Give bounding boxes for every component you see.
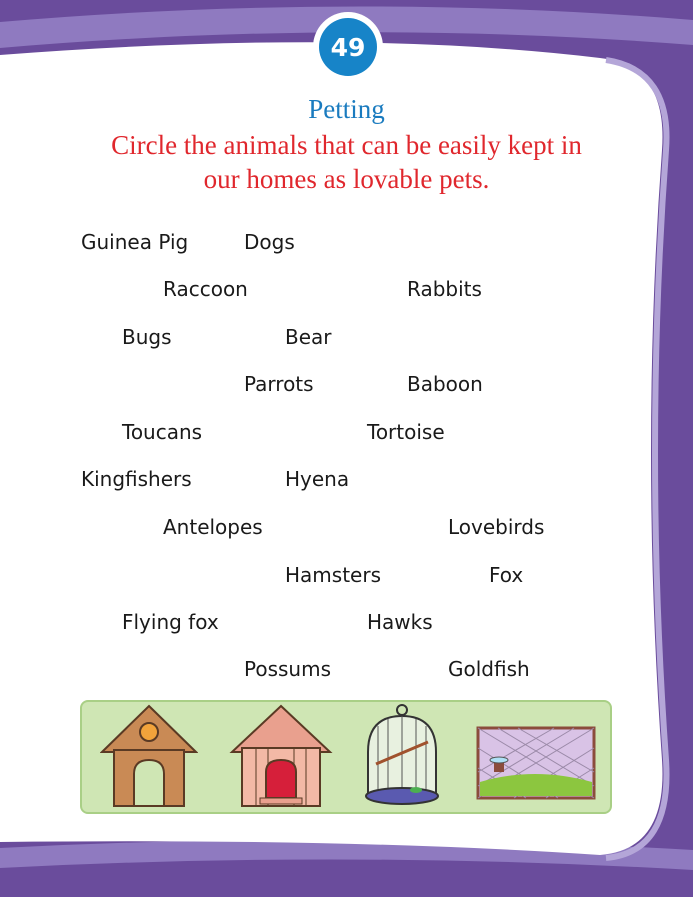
animal-word-goldfish[interactable]: Goldfish	[448, 657, 530, 681]
pet-homes-panel	[80, 700, 612, 814]
hamster-cage-icon	[474, 702, 600, 812]
animal-word-hamsters[interactable]: Hamsters	[285, 563, 381, 587]
animal-word-raccoon[interactable]: Raccoon	[163, 277, 248, 301]
birdcage-icon	[362, 702, 442, 812]
doghouse-icon	[228, 702, 334, 812]
page-number: 49	[319, 18, 377, 76]
instruction-line: our homes as lovable pets.	[203, 164, 490, 194]
instruction-text	[60, 128, 633, 196]
animal-word-flying-fox[interactable]: Flying fox	[122, 610, 219, 634]
animal-word-antelopes[interactable]: Antelopes	[163, 515, 263, 539]
animal-word-kingfishers[interactable]: Kingfishers	[81, 467, 192, 491]
animal-word-dogs[interactable]: Dogs	[244, 230, 295, 254]
animal-word-hyena[interactable]: Hyena	[285, 467, 350, 491]
animal-word-fox[interactable]: Fox	[489, 563, 524, 587]
instruction-line: Circle the animals that can be easily kept in	[111, 130, 582, 160]
animal-word-bugs[interactable]: Bugs	[122, 325, 172, 349]
animal-word-guinea-pig[interactable]: Guinea Pig	[81, 230, 189, 254]
animal-word-hawks[interactable]: Hawks	[367, 610, 433, 634]
kennel-icon	[100, 702, 198, 812]
animal-word-bear[interactable]: Bear	[285, 325, 332, 349]
animal-word-rabbits[interactable]: Rabbits	[407, 277, 482, 301]
animal-word-toucans[interactable]: Toucans	[122, 420, 203, 444]
animal-word-lovebirds[interactable]: Lovebirds	[448, 515, 545, 539]
page-title: Petting	[308, 94, 385, 124]
animal-word-baboon[interactable]: Baboon	[407, 372, 483, 396]
animal-word-possums[interactable]: Possums	[244, 657, 332, 681]
page-number-badge	[313, 12, 383, 82]
animal-word-parrots[interactable]: Parrots	[244, 372, 314, 396]
animal-word-tortoise[interactable]: Tortoise	[367, 420, 445, 444]
